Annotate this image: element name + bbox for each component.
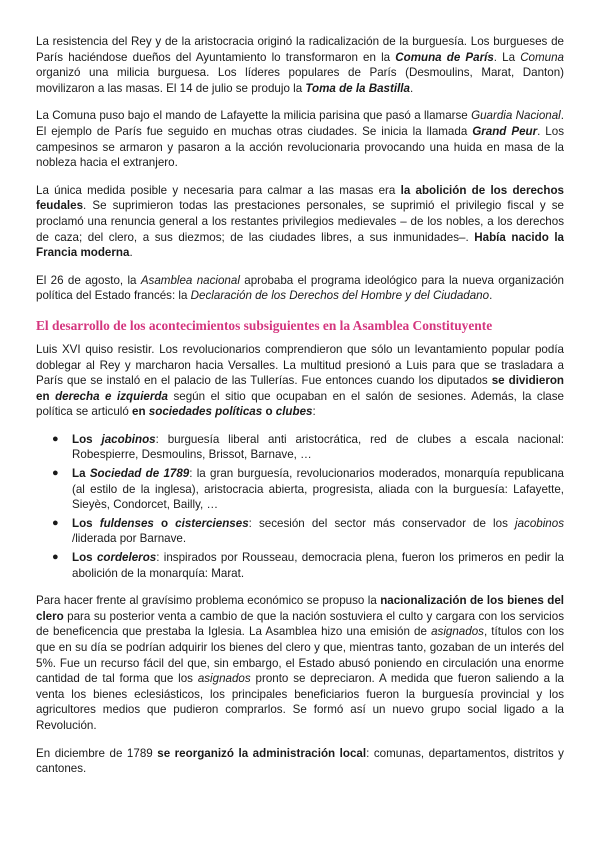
text-run: La única medida posible y necesaria para calmar a las masas era [36,183,401,197]
bullet-icon: ● [52,551,59,564]
text-run: . El ejemplo de París fue seguido en muchas otras ciudades. Se inicia la llamada [36,109,564,138]
text-run: : secesión del sector más conservador de los [248,516,515,530]
text-run: . La [493,50,521,64]
text-run: La Comuna puso bajo el mando de Lafayette la milicia parisina que pasó a llamarse [36,109,472,123]
text-run: : inspirados por Rousseau, democracia plena, fueron los primeros en pedir la abolición de la monarquía: Marat. [72,551,564,580]
text-run: El 26 de agosto, la [36,273,141,287]
text-run: Asamblea nacional [140,273,240,287]
text-run: se dividieron en [36,374,565,403]
text-run: Los [72,551,97,565]
list-item-fuldenses [52,516,564,547]
text-run: pronto se depreciaron. A medida que fueron saliendo a la venta los bienes eclesiásticos, los principales beneficiarios fueron la burguesía provincial y los agricultores medios que pudieron comprarlos. Se formó así un nuevo grupo social ligado a la Revolución. [36,672,564,732]
paragraph-bienes-clero [36,593,564,733]
text-run: Guardia Nacional [471,109,561,123]
text-run: se reorganizó la administración local [157,746,367,760]
text-run: derecha e izquierda [55,389,168,403]
list-item-text [72,517,564,546]
text-run: En diciembre de 1789 [36,746,158,760]
section-heading: El desarrollo de los acontecimientos subsiguientes en la Asamblea Constituyente [36,317,493,333]
text-run: la abolición de los derechos feudales [36,183,564,213]
text-run: para su posterior venta a cambio de que la nación sostuviera el culto y cargara con los servicios de beneficencia que prestaba la Iglesia. La Asamblea hizo una emisión de [36,609,564,639]
text-run: Grand Peur [472,124,538,138]
text-run: La resistencia del Rey y de la aristocracia originó la radicalización de la burguesía. Los burgueses de París haciéndose dueños del Ayuntamiento lo transformaron en la [36,35,564,64]
text-run: Luis XVI quiso resistir. Los revolucionarios comprendieron que sólo un levantamiento popular podía doblegar al Rey y marcharon hacia Versalles. La multitud presionó a Luis para que se trasladara a París que se instaló en el palacio de las Tullerías. Fue entonces cuando los diputados [36,342,564,388]
text-run: . [129,246,133,260]
text-run: fuldenses [99,516,154,530]
list-item-jacobinos [52,432,564,463]
bullet-icon: ● [52,467,59,480]
text-run: /liderada por Barnave. [72,532,187,546]
text-run: cistercienses [175,516,249,530]
bullet-icon: ● [52,432,59,445]
list-item-text [72,551,564,580]
text-run: Toma de la Bastilla [305,81,410,95]
list-item-text [72,467,564,511]
paragraph-luis-xvi [36,342,564,420]
text-run: o [153,516,176,530]
list-item-text [72,433,564,462]
list-item-cordeleros [52,550,564,581]
text-run: . Se suprimieron todas las prestaciones personales, se suprimió el privilegio fiscal y se proclamó una renuncia general a los restantes privilegios medievales – de los nobles, a los derechos de caza; del clero, a sus diezmos; de las ciudades libres, a sus inmunidades–. [36,199,564,244]
text-run: aprobaba el programa ideológico para la nueva organización política del Estado francés: la [36,273,564,303]
paragraph-abolicion [36,183,564,261]
text-run: : burguesía liberal anti aristocrática, red de clubes a escala nacional: Robespierre, Desmoulins, Brissot, Barnave, … [72,432,564,462]
text-run: : comunas, departamentos, distritos y cantones. [36,746,564,776]
text-run: Los [72,432,102,446]
text-run: asignados [197,672,251,686]
paragraph-comuna [36,34,564,96]
list-item-sociedad-1789 [52,466,564,513]
paragraph-declaracion [36,273,564,304]
text-run: asignados [431,625,484,639]
text-run: : [312,405,316,419]
paragraph-guardia-nacional [36,108,564,170]
text-run: Sociedad de 1789 [89,467,190,481]
text-run: . Los campesinos se armaron y pasaron a la acción revolucionaria provocando una huida en masa de la nobleza hacia el extranjero. [36,124,565,170]
clubs-list [36,432,564,581]
text-run: Comuna de París [395,50,494,64]
text-run: Había nacido la Francia moderna [36,230,565,260]
text-run: cordeleros [96,551,157,565]
text-run: Para hacer frente al gravísimo problema económico se propuso la [36,594,381,608]
text-run: , títulos con los que en su día se podrían adquirir los bienes del clero y que, mientras tanto, gozaban de un interés del 5%. Fue un recurso fácil del que, sin embargo, el Estado abusó poniendo en circulación una enorme cantidad de tal forma que los [36,625,564,686]
text-run: Los [72,516,100,530]
text-run: Declaración de los Derechos del Hombre y del Ciudadano [190,289,490,303]
text-run: o [262,405,276,419]
text-run: sociedades políticas [148,405,263,419]
paragraph-administracion-local [36,746,564,777]
text-run: organizó una milicia burguesa. Los líderes populares de París (Desmoulins, Marat, Danton) movilizaron a las masas. El 14 de julio se produjo la [36,66,564,95]
text-run: . [489,289,493,303]
text-run: Comuna [520,50,565,64]
text-run: nacionalización de los bienes del clero [36,594,564,623]
text-run: La [72,467,90,481]
text-run: en [132,405,149,419]
text-run: según el sitio que ocupaban en el salón de sesiones. Además, la clase política se articuló [36,389,565,419]
text-run: . [409,81,414,95]
bullet-icon: ● [52,516,59,529]
text-run: jacobinos [101,432,156,446]
text-run: clubes [275,405,313,419]
text-run: : la gran burguesía, revolucionarios moderados, monarquía republicana (al estilo de la inglesa), aristocracia abierta, progresista, aliada con la burguesía: Lafayette, Sieyès, Condorcet, Bailly, … [72,467,564,512]
text-run: jacobinos [515,516,564,530]
